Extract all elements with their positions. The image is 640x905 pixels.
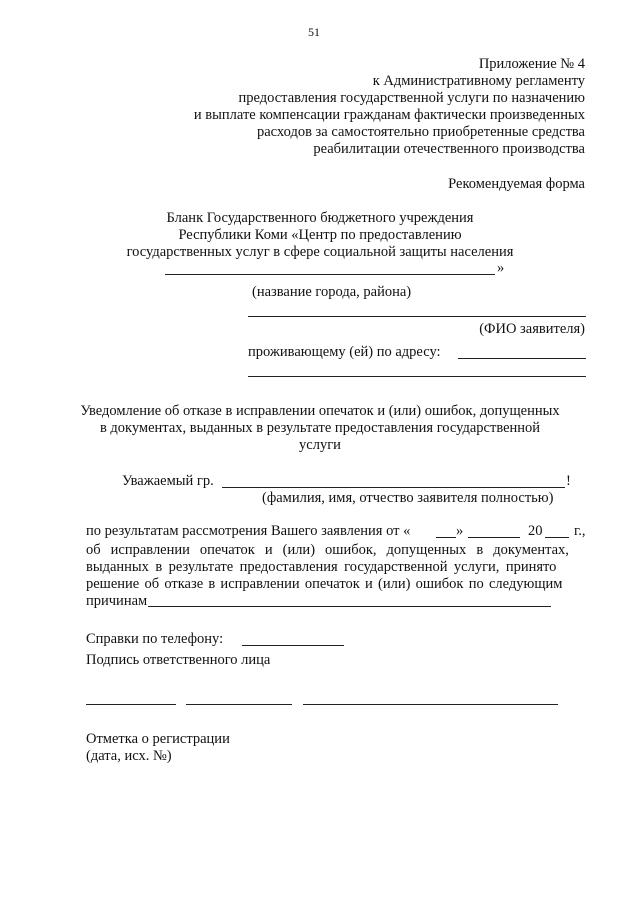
phone-label: Справки по телефону: (86, 631, 224, 647)
registration-sub: (дата, исх. №) (86, 748, 172, 764)
body-line: об исправлении опечаток и (или) ошибок, допущенных в документах, (86, 542, 569, 558)
title-line: услуги (299, 437, 341, 453)
body-line1-d: г., (574, 523, 586, 539)
body-line: выданных в результате предоставления государственной услуги, принято (86, 559, 557, 575)
appendix-line: Приложение № 4 (478, 56, 585, 72)
page-number: 51 (308, 25, 320, 39)
appendix-line: реабилитации отечественного производства (313, 141, 585, 157)
fio-caption: (ФИО заявителя) (479, 321, 585, 337)
address-line-1 (458, 358, 586, 359)
greeting-end: ! (566, 473, 571, 489)
header-line: Республики Коми «Центр по предоставлению (178, 227, 462, 243)
header-line: государственных услуг в сфере социальной защиты населения (126, 244, 514, 260)
city-line-suffix: » (497, 260, 505, 276)
title-line: Уведомление об отказе в исправлении опечаток и (или) ошибок, допущенных (80, 403, 560, 419)
signature-line-sign (186, 704, 292, 705)
body-line1-b: » (456, 523, 464, 539)
body-line1-a: по результатам рассмотрения Вашего заявления от « (86, 523, 411, 539)
signature-line-name (303, 704, 558, 705)
body-line5-label: причинам (86, 593, 148, 609)
reasons-line (148, 606, 551, 607)
greeting-label: Уважаемый гр. (122, 473, 214, 489)
appendix-line: к Административному регламенту (372, 73, 585, 89)
body-line1-c: 20 (528, 523, 543, 539)
header-line: Бланк Государственного бюджетного учреждения (166, 210, 474, 226)
date-year-blank (545, 537, 569, 538)
greeting-name-line (222, 487, 565, 488)
appendix-line: предоставления государственной услуги по назначению (238, 90, 585, 106)
city-caption: (название города, района) (252, 284, 412, 300)
signature-label: Подпись ответственного лица (86, 652, 271, 668)
recommended-form-label: Рекомендуемая форма (448, 176, 585, 192)
registration-label: Отметка о регистрации (86, 731, 230, 747)
fio-line (248, 316, 586, 317)
greeting-caption: (фамилия, имя, отчество заявителя полностью) (262, 490, 554, 506)
phone-line (242, 645, 344, 646)
address-line-2 (248, 376, 586, 377)
body-line: решение об отказе в исправлении опечаток и (или) ошибок по следующим (86, 576, 563, 592)
address-label: проживающему (ей) по адресу: (248, 344, 441, 360)
appendix-line: и выплате компенсации гражданам фактически произведенных (193, 107, 585, 123)
title-line: в документах, выданных в результате предоставления государственной (99, 420, 541, 436)
date-day-blank (436, 537, 456, 538)
appendix-line: расходов за самостоятельно приобретенные средства (256, 124, 585, 140)
city-line (165, 274, 495, 275)
signature-line-position (86, 704, 176, 705)
date-month-blank (468, 537, 520, 538)
